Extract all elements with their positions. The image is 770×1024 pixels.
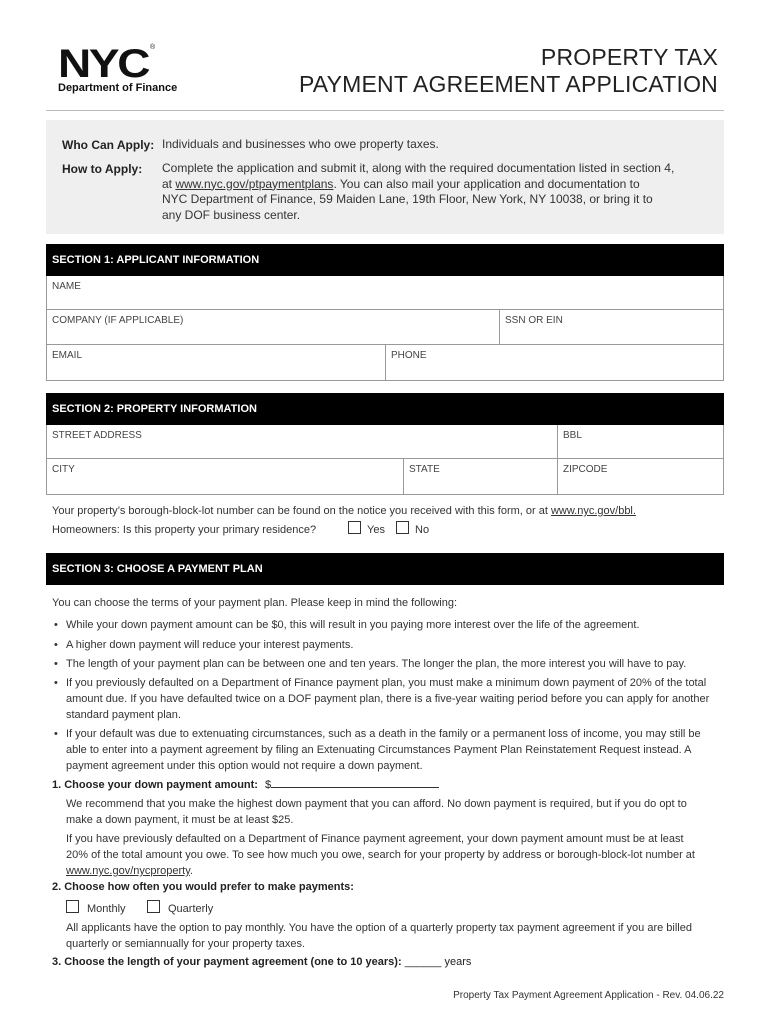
who-can-apply-text: Individuals and businesses who owe property taxes.	[162, 137, 439, 151]
q1-default-text: If you have previously defaulted on a Department of Finance payment agreement, your down payment amount must be at least 20% of the total amount you owe. To see how much you owe, search for your property by address or borough-block-lot number at	[66, 833, 695, 861]
how-to-apply-line: any DOF business center.	[162, 207, 301, 222]
zipcode-label: ZIPCODE	[563, 464, 608, 475]
phone-field[interactable]	[385, 345, 723, 380]
section-1-header: SECTION 1: APPLICANT INFORMATION	[46, 244, 724, 276]
title-line-2: PAYMENT AGREEMENT APPLICATION	[298, 71, 718, 97]
how-to-apply-text	[162, 161, 712, 223]
info-box	[46, 120, 724, 234]
payment-plan-intro: You can choose the terms of your payment plan. Please keep in mind the following:	[52, 597, 458, 609]
zipcode-field[interactable]	[557, 459, 723, 494]
nyc-dof-logo	[58, 44, 183, 96]
q1-default-note	[66, 831, 706, 879]
how-to-apply-suffix: . You can also mail your application and documentation to	[333, 176, 640, 191]
nycproperty-link[interactable]: www.nyc.gov/nycproperty	[66, 865, 190, 877]
question-3	[52, 956, 471, 968]
monthly-option[interactable]	[66, 900, 126, 917]
no-label: No	[415, 524, 430, 536]
state-field[interactable]	[403, 459, 558, 494]
bullet-text: A higher down payment will reduce your interest payments.	[66, 639, 354, 651]
section-3-header: SECTION 3: CHOOSE A PAYMENT PLAN	[46, 553, 724, 585]
street-address-field[interactable]	[47, 425, 557, 458]
quarterly-label: Quarterly	[168, 903, 214, 915]
question-2: 2. Choose how often you would prefer to make payments:	[52, 881, 354, 893]
title-line-1: PROPERTY TAX	[540, 44, 718, 70]
list-item	[54, 656, 719, 672]
dollar-sign: $	[265, 779, 272, 791]
list-item	[54, 675, 719, 723]
contact-row	[46, 345, 724, 381]
residence-yes[interactable]	[348, 521, 385, 538]
city-field[interactable]	[47, 459, 403, 494]
street-row	[46, 425, 724, 459]
bullet-dot: •	[54, 728, 58, 740]
bbl-note-text: Your property’s borough-block-lot number can be found on the notice you received with this form, or at	[52, 505, 551, 517]
q2-text: All applicants have the option to pay monthly. You have the option of a quarterly property tax payment agreement if you are billed quarterly or semiannually for your property taxes.	[66, 922, 692, 950]
state-label: STATE	[409, 464, 440, 475]
bbl-link[interactable]: www.nyc.gov/bbl.	[550, 505, 636, 517]
how-to-apply-prefix: at	[162, 176, 176, 191]
residence-no[interactable]	[396, 521, 429, 538]
down-payment-input[interactable]	[265, 779, 439, 791]
company-field[interactable]	[47, 310, 499, 344]
how-to-apply-label: How to Apply:	[62, 162, 143, 176]
bullet-text: While your down payment amount can be $0, this will result in you paying more interest over the life of the agreement.	[66, 619, 640, 631]
how-to-apply-line: NYC Department of Finance, 59 Maiden Lane, 19th Floor, New York, NY 10038, or bring it to	[162, 192, 653, 206]
question-1	[52, 777, 439, 791]
down-payment-blank[interactable]	[271, 777, 439, 788]
who-can-apply-label: Who Can Apply:	[62, 138, 155, 152]
bullet-dot: •	[54, 658, 58, 670]
how-to-apply-line	[162, 177, 712, 193]
quarterly-option[interactable]	[147, 900, 213, 917]
quarterly-checkbox[interactable]	[147, 900, 160, 913]
yes-label: Yes	[367, 524, 385, 536]
ssn-label: SSN OR EIN	[505, 315, 563, 326]
bullet-text: If your default was due to extenuating circumstances, such as a death in the family or a permanent loss of income, you may still be able to enter into a payment agreement by filing an Extenuating Circumstances Payment Plan Reinstatement Request instead. A payment agreement under this option would not require a down payment.	[66, 728, 701, 772]
monthly-label: Monthly	[87, 903, 126, 915]
bullet-dot: •	[54, 619, 58, 631]
no-checkbox[interactable]	[396, 521, 409, 534]
ptpaymentplans-link[interactable]: www.nyc.gov/ptpaymentplans	[175, 176, 334, 191]
years-label: years	[444, 956, 472, 968]
name-field[interactable]	[46, 276, 724, 310]
bullet-dot: •	[54, 639, 58, 651]
q1-recommendation: We recommend that you make the highest down payment that you can afford. No down payment is required, but if you do opt to make a down payment, it must be at least $25.	[66, 798, 687, 826]
monthly-checkbox[interactable]	[66, 900, 79, 913]
company-label: COMPANY (IF APPLICABLE)	[52, 315, 184, 326]
list-item	[54, 726, 719, 774]
q1-default-period: .	[189, 865, 193, 877]
section-2-header: SECTION 2: PROPERTY INFORMATION	[46, 393, 724, 425]
header-divider	[46, 110, 724, 111]
bullet-text: The length of your payment plan can be between one and ten years. The longer the plan, the more interest you will have to pay.	[66, 658, 687, 670]
years-input[interactable]: ______	[404, 956, 442, 968]
list-item	[54, 617, 719, 633]
list-item	[54, 637, 719, 653]
phone-label: PHONE	[391, 350, 427, 361]
q1-label: 1. Choose your down payment amount:	[52, 779, 258, 791]
city-label: CITY	[52, 464, 75, 475]
ssn-field[interactable]	[499, 310, 723, 344]
street-address-label: STREET ADDRESS	[52, 430, 142, 441]
bullet-text: If you previously defaulted on a Department of Finance payment plan, you must make a minimum down payment of 20% of the total amount due. If you have defaulted twice on a DOF payment plan, there is a five-year waiting period before you can apply for another standard payment plan.	[66, 677, 710, 721]
how-to-apply-line: Complete the application and submit it, along with the required documentation listed in section 4,	[162, 161, 675, 175]
logo-text: NYC	[58, 42, 149, 86]
bbl-label: BBL	[563, 430, 582, 441]
footer-revision: Property Tax Payment Agreement Application - Rev. 04.06.22	[453, 990, 724, 1001]
name-label: NAME	[52, 281, 81, 292]
company-row	[46, 310, 724, 345]
residence-question: Homeowners: Is this property your primary residence?	[52, 524, 317, 536]
q3-label: 3. Choose the length of your payment agreement (one to 10 years):	[52, 956, 402, 968]
page-title	[299, 44, 718, 98]
bbl-note	[52, 503, 636, 519]
email-field[interactable]	[47, 345, 385, 380]
department-name: Department of Finance	[58, 82, 178, 94]
yes-checkbox[interactable]	[348, 521, 361, 534]
email-label: EMAIL	[52, 350, 83, 361]
bullet-dot: •	[54, 677, 58, 689]
bbl-field[interactable]	[557, 425, 723, 458]
city-row	[46, 459, 724, 495]
logo-registered-mark: ®	[150, 44, 156, 51]
